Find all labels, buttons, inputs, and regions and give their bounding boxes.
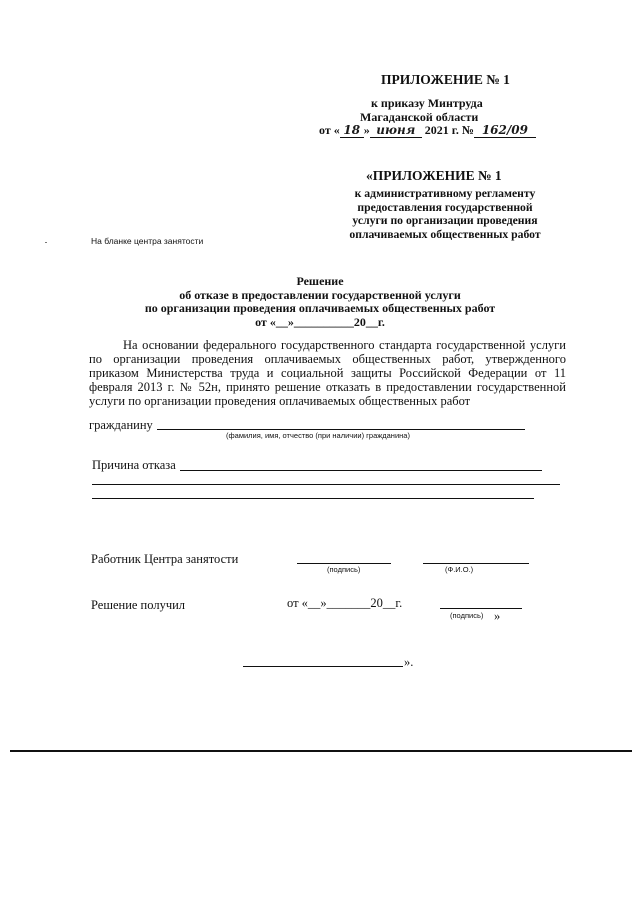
worker-fio-line[interactable]	[423, 563, 529, 564]
worker-signature-line[interactable]	[297, 563, 391, 564]
appendix1-date-mid: »	[363, 123, 370, 137]
appendix1-number: 162/09	[474, 124, 536, 138]
worker-sign-caption: (подпись)	[327, 565, 361, 574]
reason-line-3[interactable]	[92, 498, 534, 499]
end-line	[243, 666, 403, 667]
scan-mark	[45, 242, 47, 243]
appendix1-line1: к приказу Минтруда	[371, 96, 483, 110]
appendix1-date-prefix: от «	[319, 123, 340, 137]
appendix1-day: 18	[340, 124, 364, 138]
received-signature-line[interactable]	[440, 608, 522, 609]
citizen-label: гражданину	[89, 418, 153, 432]
reason-label: Причина отказа	[92, 458, 176, 472]
received-close-quote: »	[494, 609, 501, 623]
bottom-rule	[10, 750, 632, 752]
worker-label: Работник Центра занятости	[91, 552, 239, 566]
appendix1-title: ПРИЛОЖЕНИЕ № 1	[381, 72, 510, 87]
citizen-name-line[interactable]	[157, 429, 525, 430]
decision-date-line: от «__»__________20__г.	[255, 314, 385, 329]
received-date-line: от «__»_______20__г.	[287, 596, 403, 610]
end-mark: ».	[404, 655, 414, 669]
appendix2-line: к административному регламенту	[354, 187, 536, 200]
worker-fio-caption: (Ф.И.О.)	[445, 565, 474, 574]
blank-note: На бланке центра занятости	[91, 236, 204, 246]
appendix1-date	[319, 123, 536, 138]
decision-title-block	[120, 275, 520, 329]
body-paragraph: На основании федерального государственного стандарта государственной услуги по организации проведения оплачиваемых общественных работ, утвержденного приказом Министерства труда и социальной защиты Российской Федерации от 11 февраля 2013 г. № 52н, принято решение отказать в предоставлении государственной услуги по организации проведения оплачиваемых общественных работ	[89, 338, 566, 408]
appendix1-month: июня	[370, 124, 422, 138]
citizen-caption: (фамилия, имя, отчество (при наличии) гражданина)	[226, 431, 410, 440]
appendix2-lines	[325, 187, 565, 241]
appendix1-year: 2021 г. №	[421, 123, 474, 137]
received-label: Решение получил	[91, 598, 186, 612]
decision-subtitle-1: об отказе в предоставлении государственной услуги	[179, 287, 461, 302]
reason-line-1[interactable]	[180, 470, 542, 471]
decision-title: Решение	[296, 274, 344, 288]
reason-line-2[interactable]	[92, 484, 560, 485]
appendix2-line: предоставления государственной	[357, 200, 533, 214]
appendix2-line: оплачиваемых общественных работ	[349, 227, 541, 241]
received-sign-caption: (подпись)	[450, 611, 484, 620]
decision-subtitle-2: по организации проведения оплачиваемых общественных работ	[144, 301, 496, 315]
appendix2-title: «ПРИЛОЖЕНИЕ № 1	[366, 168, 502, 183]
appendix2-line: услуги по организации проведения	[352, 214, 538, 227]
appendix1-line2: Магаданской области	[360, 110, 479, 124]
